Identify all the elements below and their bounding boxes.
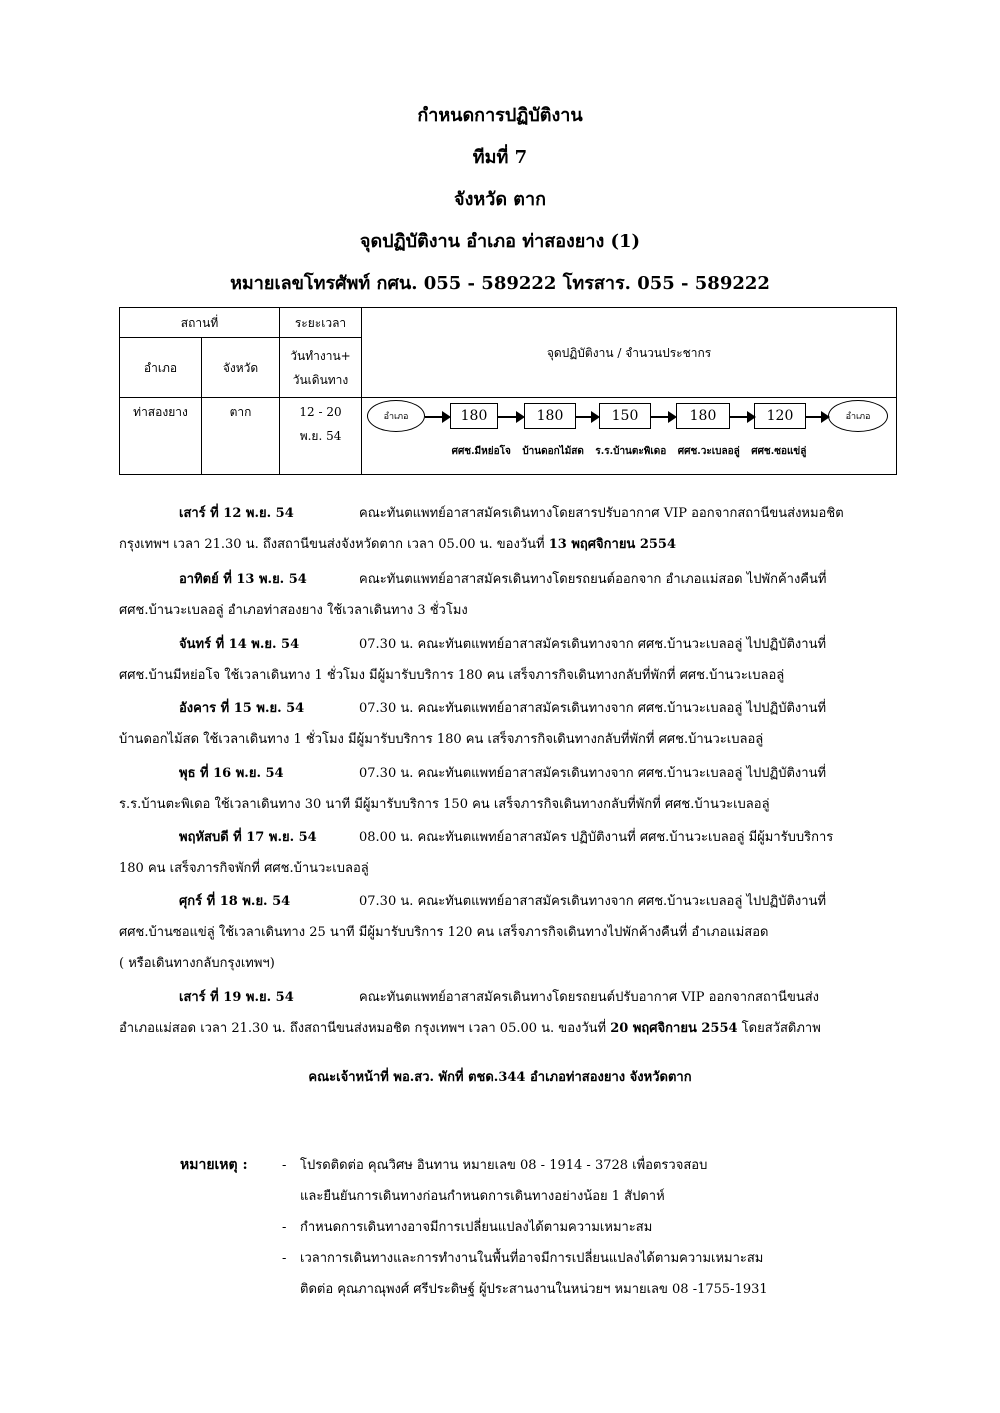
location-title: จุดปฏิบัติงาน อำเภอ ท่าสองยาง (1) [359, 231, 641, 252]
flow-node: 150 [599, 403, 651, 429]
day-label: เสาร์ ที่ 19 พ.ย. 54 [179, 990, 294, 1005]
day-text: คณะทันตแพทย์อาสาสมัครเดินทางโดยรถยนต์ปรับอากาศ VIP ออกจากสถานีขนส่ง [359, 990, 820, 1005]
schedule-day [119, 822, 919, 886]
schedule-day [119, 629, 919, 693]
day-text: 07.30 น. คณะทันตแพทย์อาสาสมัครเดินทางจาก ศศช.บ้านวะเบลอลู่ ไปปฏิบัติงานที่ [359, 766, 827, 781]
day-text-cont: ศศช.บ้านซอแข่ลู่ ใช้เวลาเดินทาง 25 นาที มีผู้มารับบริการ 120 คน เสร็จภารกิจเดินทางไปพักค้างคืนที่ อำเภอแม่สอด [119, 925, 769, 940]
header-district: อำเภอ [120, 338, 202, 398]
day-label: พุธ ที่ 16 พ.ย. 54 [179, 766, 284, 781]
flow-label: บ้านดอกไม้สด [522, 446, 584, 457]
cell-dates [280, 398, 362, 475]
note-text-cont: ติดต่อ คุณภาณุพงศ์ ศรีประดิษฐ์ ผู้ประสานงานในหน่วยฯ หมายเลข 08 -1755-1931 [300, 1282, 768, 1297]
flow-node: 180 [450, 403, 498, 429]
flow-arrow [806, 416, 828, 418]
schedule-day [119, 498, 919, 562]
day-text: 07.30 น. คณะทันตแพทย์อาสาสมัครเดินทางจาก ศศช.บ้านวะเบลอลู่ ไปปฏิบัติงานที่ [359, 637, 827, 652]
note-item [282, 1243, 764, 1274]
header-province: จังหวัด [202, 338, 280, 398]
day-text-cont: บ้านดอกไม้สด ใช้เวลาเดินทาง 1 ชั่วโมง มีผู้มารับบริการ 180 คน เสร็จภารกิจเดินทางกลับที่พักที่ ศศช.บ้านวะเบลอลู่ [119, 732, 764, 747]
note-item [282, 1212, 653, 1243]
note-text-cont: และยืนยันการเดินทางก่อนกำหนดการเดินทางอย่างน้อย 1 สัปดาห์ [300, 1189, 665, 1204]
day-text-tail: โดยสวัสดิภาพ [737, 1021, 821, 1036]
day-label: ศุกร์ ที่ 18 พ.ย. 54 [179, 894, 291, 909]
flow-arrow [651, 416, 675, 418]
header-days-line1: วันทำงาน+ [290, 348, 351, 363]
arrival-date: 13 พฤศจิกายน 2554 [548, 537, 677, 552]
bullet-dash: - [282, 1158, 287, 1173]
schedule-day [119, 886, 919, 981]
header-days-line2: วันเดินทาง [292, 372, 349, 387]
flow-arrow [425, 416, 449, 418]
bullet-dash: - [282, 1251, 287, 1266]
day-label: อังคาร ที่ 15 พ.ย. 54 [179, 701, 305, 716]
header-points: จุดปฏิบัติงาน / จำนวนประชากร [362, 308, 897, 398]
flow-label: ศศช.ซอแข่ลู่ [751, 446, 807, 457]
note-text: เวลาการเดินทางและการทำงานในพื้นที่อาจมีการเปลี่ยนแปลงได้ตามความเหมาะสม [300, 1251, 764, 1266]
day-text: 07.30 น. คณะทันตแพทย์อาสาสมัครเดินทางจาก ศศช.บ้านวะเบลอลู่ ไปปฏิบัติงานที่ [359, 701, 827, 716]
doc-title: กำหนดการปฏิบัติงาน [417, 105, 583, 126]
cell-dates-line2: พ.ย. 54 [299, 429, 342, 443]
flow-label: ร.ร.บ้านตะพิเดอ [595, 446, 667, 457]
day-text-cont: ศศช.บ้านมีหย่อโจ ใช้เวลาเดินทาง 1 ชั่วโมง มีผู้มารับบริการ 180 คน เสร็จภารกิจเดินทางกลับที่พักที่ ศศช.บ้านวะเบลอลู่ [119, 668, 785, 683]
bullet-dash: - [282, 1220, 287, 1235]
flow-diagram [362, 398, 896, 474]
day-text-cont: ร.ร.บ้านตะพิเดอ ใช้เวลาเดินทาง 30 นาที มีผู้มารับบริการ 150 คน เสร็จภารกิจเดินทางกลับที่พักที่ ศศช.บ้านวะเบลอลู่ [119, 797, 770, 812]
day-text-body: อำเภอแม่สอด เวลา 21.30 น. ถึงสถานีขนส่งหมอชิต กรุงเทพฯ เวลา 05.00 น. ของวันที่ [119, 1021, 611, 1036]
cell-district: ท่าสองยาง [120, 398, 202, 475]
day-label: เสาร์ ที่ 12 พ.ย. 54 [179, 506, 294, 521]
flow-arrow [730, 416, 754, 418]
day-text: 07.30 น. คณะทันตแพทย์อาสาสมัครเดินทางจาก ศศช.บ้านวะเบลอลู่ ไปปฏิบัติงานที่ [359, 894, 827, 909]
day-text-cont: ( หรือเดินทางกลับกรุงเทพฯ) [119, 956, 275, 971]
cell-dates-line1: 12 - 20 [299, 405, 342, 419]
phone-line: หมายเลขโทรศัพท์ กศน. 055 - 589222 โทรสาร. 055 - 589222 [230, 273, 770, 294]
note-text: โปรดติดต่อ คุณวิศษ อินทาน หมายเลข 08 - 1914 - 3728 เพื่อตรวจสอบ [300, 1158, 708, 1173]
schedule-day [119, 564, 919, 628]
day-text-cont [119, 1013, 821, 1044]
flow-labels [362, 444, 896, 459]
day-text-cont: ศศช.บ้านวะเบลอลู่ อำเภอท่าสองยาง ใช้เวลาเดินทาง 3 ชั่วโมง [119, 603, 468, 618]
day-text-cont [119, 529, 676, 560]
flow-node: 180 [676, 403, 730, 429]
day-label: จันทร์ ที่ 14 พ.ย. 54 [179, 637, 300, 652]
day-text: คณะทันตแพทย์อาสาสมัครเดินทางโดยรถยนต์ออกจาก อำเภอแม่สอด ไปพักค้างคืนที่ [359, 572, 827, 587]
schedule-day [119, 693, 919, 757]
note-item [282, 1150, 708, 1181]
schedule-day [119, 758, 919, 822]
team-number: ทีมที่ 7 [472, 147, 528, 168]
header-place: สถานที่ [120, 308, 280, 338]
schedule-day [119, 982, 919, 1046]
day-text: คณะทันตแพทย์อาสาสมัครเดินทางโดยสารปรับอากาศ VIP ออกจากสถานีขนส่งหมอชิต [359, 506, 844, 521]
header-period: ระยะเวลา [280, 308, 362, 338]
flow-start-node: อำเภอ [367, 400, 425, 432]
flow-label: ศศช.มีหย่อโจ [451, 446, 511, 457]
arrival-date: 20 พฤศจิกายน 2554 [610, 1021, 738, 1036]
flow-label: ศศช.วะเบลอลู่ [677, 446, 740, 457]
flow-end-node: อำเภอ [828, 400, 888, 432]
flow-arrow [576, 416, 598, 418]
day-text: 08.00 น. คณะทันตแพทย์อาสาสมัคร ปฏิบัติงานที่ ศศช.บ้านวะเบลอลู่ มีผู้มารับบริการ [359, 830, 834, 845]
flow-node: 120 [754, 403, 806, 429]
flow-node: 180 [524, 403, 576, 429]
organizer-line: คณะเจ้าหน้าที่ พอ.สว. พักที่ ตชด.344 อำเภอท่าสองยาง จังหวัดตาก [308, 1070, 692, 1085]
province-title: จังหวัด ตาก [454, 189, 546, 210]
notes-label: หมายเหตุ : [180, 1157, 248, 1173]
cell-province: ตาก [202, 398, 280, 475]
header-days [280, 338, 362, 398]
day-label: พฤหัสบดี ที่ 17 พ.ย. 54 [179, 830, 317, 845]
day-label: อาทิตย์ ที่ 13 พ.ย. 54 [179, 572, 307, 587]
flow-arrow [498, 416, 523, 418]
note-text: กำหนดการเดินทางอาจมีการเปลี่ยนแปลงได้ตามความเหมาะสม [300, 1220, 653, 1235]
day-text-cont: 180 คน เสร็จภารกิจพักที่ ศศช.บ้านวะเบลอลู่ [119, 861, 369, 876]
day-text-body: กรุงเทพฯ เวลา 21.30 น. ถึงสถานีขนส่งจังหวัดตาก เวลา 05.00 น. ของวันที่ [119, 537, 549, 552]
